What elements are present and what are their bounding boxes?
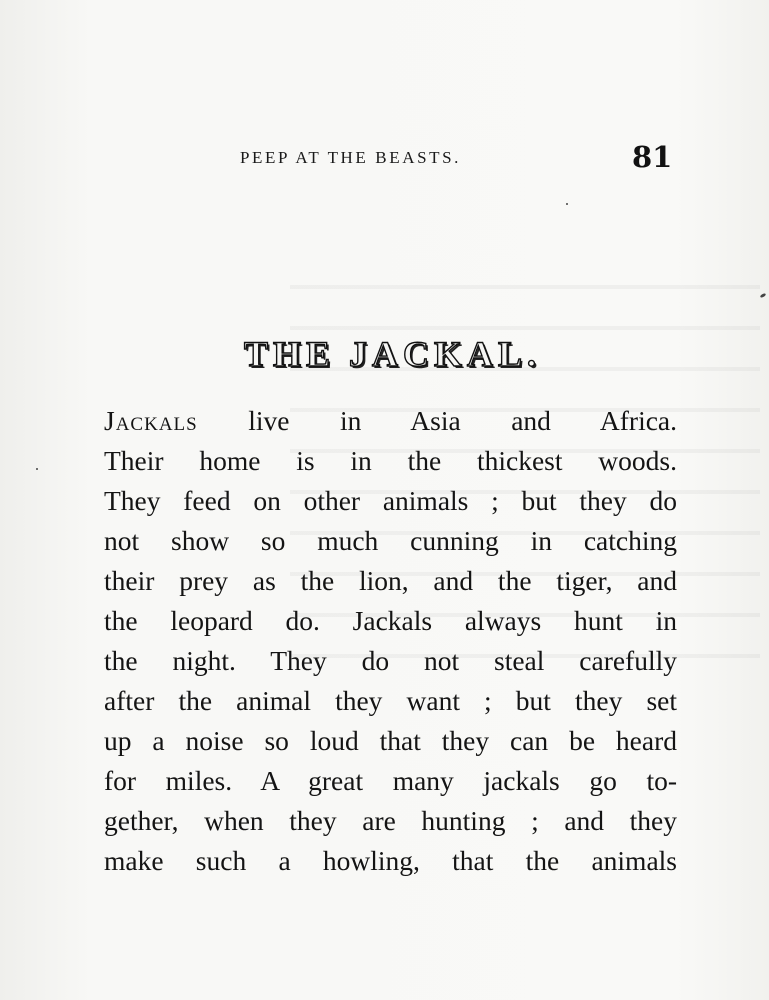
page-number: 81	[632, 140, 673, 174]
paper-speck	[566, 203, 568, 205]
text-line: Their home is in the thickest woods.	[104, 445, 677, 476]
text-line: gether, when they are hunting ; and they	[104, 805, 677, 836]
text-line: up a noise so loud that they can be heard	[104, 725, 677, 756]
text-line: their prey as the lion, and the tiger, and	[104, 565, 677, 596]
text-line: make such a howling, that the animals	[104, 845, 677, 876]
text-line: after the animal they want ; but they set	[104, 685, 677, 716]
text-line: for miles. A great many jackals go to-	[104, 765, 677, 796]
text-line: not show so much cunning in catching	[104, 525, 677, 556]
text-line: They feed on other animals ; but they do	[104, 485, 677, 516]
text-line-rest: live in Asia and Africa.	[197, 405, 677, 436]
body-text	[104, 401, 677, 881]
paper-speck	[36, 468, 38, 470]
first-word: Jackals	[104, 405, 198, 436]
running-head: PEEP AT THE BEASTS.	[240, 148, 462, 167]
paper-speck	[760, 293, 767, 299]
chapter-title: THE JACKAL.	[243, 334, 542, 374]
text-line: the leopard do. Jackals always hunt in	[104, 605, 677, 636]
text-line	[104, 401, 677, 441]
text-line: the night. They do not steal carefully	[104, 645, 677, 676]
